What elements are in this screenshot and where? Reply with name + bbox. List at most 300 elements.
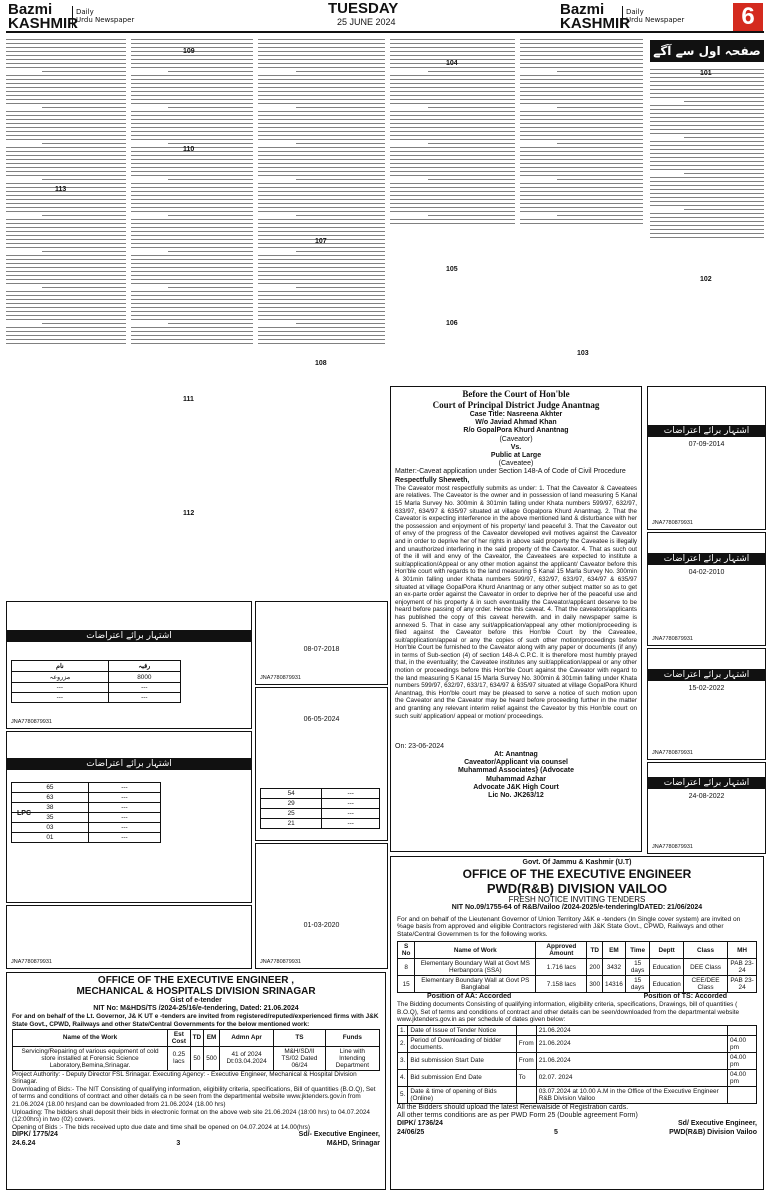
text-line: [520, 79, 643, 80]
text-line: [684, 101, 764, 102]
table-cell: 63: [12, 793, 89, 803]
mh-dipk-mid: 3: [176, 1139, 181, 1147]
text-line: [258, 267, 385, 268]
text-line: [520, 95, 643, 96]
pwd-intro: For and on behalf of the Lieutenant Governor of Union Territory J&K e -tenders (In Single cover system) are invited on %age basis from approved and eligible Contractors registered with J&K State Govt., CPWD, Railways and other State/Central Governmen ts for the following works.: [397, 915, 741, 939]
text-line: [390, 191, 515, 192]
text-line: [520, 199, 643, 200]
text-line: [6, 75, 126, 76]
table-cell: 01: [12, 833, 89, 843]
text-line: [6, 87, 126, 88]
text-line: [131, 63, 253, 64]
text-line: [390, 159, 515, 160]
pwd-govt: Govt. Of Jammu & Kashmir (U.T): [522, 859, 632, 866]
text-line: [6, 139, 126, 140]
text-line: [131, 315, 253, 316]
text-line: [557, 71, 643, 72]
text-line: [520, 99, 643, 100]
text-line: [131, 43, 253, 44]
text-line: [131, 55, 253, 56]
mh-srinagar-tender: [6, 972, 386, 1190]
text-line: [258, 327, 385, 328]
text-line: [258, 99, 385, 100]
table-cell: 21.06.2024: [536, 1035, 727, 1052]
table-row: [398, 1025, 757, 1035]
text-line: [390, 171, 515, 172]
text-line: [6, 319, 126, 320]
article-number-105: 105: [446, 266, 458, 273]
text-line: [258, 335, 385, 336]
table-cell: ---: [322, 799, 380, 809]
text-line: [258, 39, 385, 40]
text-line: [650, 117, 764, 118]
text-line: [6, 83, 126, 84]
text-line: [520, 47, 643, 48]
text-line: [168, 179, 253, 180]
table-cell: 14316: [603, 976, 626, 993]
text-line: [650, 185, 764, 186]
text-line: [520, 111, 643, 112]
article-number-112: 112: [183, 510, 195, 517]
left-masthead: [8, 3, 78, 31]
text-line: [131, 167, 253, 168]
text-line: [6, 327, 126, 328]
text-line: [428, 107, 516, 108]
table-cell: 04.00 pm: [728, 1069, 757, 1086]
text-line: [520, 171, 643, 172]
table-cell: [728, 1086, 757, 1103]
text-line: [520, 119, 643, 120]
text-line: [428, 179, 516, 180]
text-line: [650, 89, 764, 90]
table-cell: Bid submission End Date: [408, 1069, 516, 1086]
text-line: [258, 211, 385, 212]
text-line: [520, 207, 643, 208]
text-line: [168, 251, 253, 252]
urdu-notice-r3: [647, 648, 766, 760]
table-header-cell: Class: [683, 942, 727, 959]
text-line: [390, 55, 515, 56]
pwd-sig-2: PWD(R&B) Division Vailoo: [669, 1128, 757, 1136]
text-line: [131, 319, 253, 320]
table-header-cell: Name of the Work: [13, 1029, 168, 1046]
article-number-101: 101: [700, 70, 712, 77]
text-line: [650, 141, 764, 142]
right-masthead: [560, 3, 630, 31]
text-line: [131, 239, 253, 240]
table-cell: PAB 23-24: [728, 976, 757, 993]
case-sign-3: Muhammad Azhar: [485, 775, 547, 783]
text-line: [428, 71, 516, 72]
left-separator: [72, 6, 73, 28]
table-cell: ---: [322, 789, 380, 799]
text-line: [390, 135, 515, 136]
text-line: [650, 105, 764, 106]
text-line: [296, 287, 385, 288]
table-row: [261, 809, 380, 819]
urdu-date: 08-07-2018: [303, 646, 340, 653]
text-line: [650, 193, 764, 194]
text-line: [258, 55, 385, 56]
case-vs: Vs.: [510, 443, 522, 451]
text-line: [6, 195, 126, 196]
text-line: [258, 75, 385, 76]
table-cell: 1.716 lacs: [536, 959, 587, 976]
text-line: [258, 295, 385, 296]
text-line: [131, 311, 253, 312]
text-line: [258, 67, 385, 68]
text-line: [258, 59, 385, 60]
text-line: [131, 159, 253, 160]
text-line: [258, 331, 385, 332]
text-line: [168, 323, 253, 324]
front-page-continued-banner: صفحہ اول سے آگے: [650, 40, 764, 62]
text-line: [520, 123, 643, 124]
text-line: [131, 163, 253, 164]
urdu-notice-l2: [6, 731, 252, 903]
text-line: [650, 93, 764, 94]
text-line: [6, 299, 126, 300]
text-line: [390, 187, 515, 188]
table-row: [12, 693, 181, 703]
pwd-division: PWD(R&B) DIVISION VAILOO: [486, 881, 668, 897]
mh-division: MECHANICAL & HOSPITALS DIVISION SRINAGAR: [76, 986, 316, 997]
urdu-date: 15-02-2022: [688, 685, 725, 692]
text-line: [6, 39, 126, 40]
text-line: [258, 171, 385, 172]
text-line: [650, 113, 764, 114]
text-line: [6, 243, 126, 244]
pwd-dates-table: [397, 1025, 757, 1104]
text-line: [520, 67, 643, 68]
table-header-cell: TS: [274, 1029, 325, 1046]
text-line: [258, 263, 385, 264]
text-line: [684, 137, 764, 138]
case-ro: R/o GopalPora Khurd Anantnag: [463, 427, 569, 435]
text-line: [258, 135, 385, 136]
text-column-5: [520, 36, 643, 381]
table-cell: M&H/SD/II TS/02 Dated 06/24: [274, 1046, 325, 1070]
text-line: [557, 215, 643, 216]
table-row: [398, 1035, 757, 1052]
table-cell: ---: [108, 693, 180, 703]
table-row: [12, 672, 181, 683]
text-line: [390, 167, 515, 168]
text-line: [258, 339, 385, 340]
text-line: [6, 175, 126, 176]
ad-code: JNA7780879931: [11, 718, 52, 725]
mh-sig-1: Sd/- Executive Engineer,: [298, 1131, 380, 1139]
text-line: [6, 239, 126, 240]
ad-code: JNA7780879931: [652, 749, 693, 756]
text-line: [258, 131, 385, 132]
text-line: [6, 171, 126, 172]
text-line: [520, 139, 643, 140]
court-title-1: Before the Court of Hon'ble: [462, 389, 570, 399]
text-line: [258, 307, 385, 308]
text-line: [650, 229, 764, 230]
text-line: [131, 283, 253, 284]
table-cell: [728, 1025, 757, 1035]
table-cell: CEE/DEE Class: [683, 976, 727, 993]
text-line: [296, 179, 385, 180]
text-line: [258, 231, 385, 232]
text-line: [390, 119, 515, 120]
text-line: [6, 211, 126, 212]
text-line: [131, 139, 253, 140]
text-line: [650, 237, 764, 238]
table-cell: 35: [12, 813, 89, 823]
text-line: [428, 143, 516, 144]
text-line: [296, 71, 385, 72]
text-line: [6, 331, 126, 332]
text-line: [6, 263, 126, 264]
text-line: [296, 323, 385, 324]
table-cell: 15 days: [625, 976, 650, 993]
table-row: [398, 1086, 757, 1103]
text-line: [131, 67, 253, 68]
text-line: [131, 83, 253, 84]
pwd-dipk-mid: 5: [554, 1128, 558, 1136]
text-column-4: [390, 36, 515, 381]
page-number: 6: [733, 3, 763, 31]
text-line: [131, 99, 253, 100]
text-line: [258, 151, 385, 152]
table-cell: 54: [261, 789, 322, 799]
table-row: [261, 789, 380, 799]
pwd-sig-1: Sd/ Executive Engineer,: [678, 1120, 757, 1128]
lpc-label: LPC: [17, 810, 31, 817]
table-row: [398, 1052, 757, 1069]
text-line: [6, 203, 126, 204]
text-line: [258, 111, 385, 112]
text-line: [131, 259, 253, 260]
text-line: [557, 143, 643, 144]
text-line: [131, 295, 253, 296]
text-line: [390, 47, 515, 48]
text-line: [684, 173, 764, 174]
text-line: [390, 83, 515, 84]
text-line: [390, 115, 515, 116]
text-line: [6, 295, 126, 296]
text-line: [131, 95, 253, 96]
text-line: [6, 51, 126, 52]
right-sub-urdu: Urdu Newspaper: [626, 16, 685, 24]
text-line: [650, 225, 764, 226]
article-number-108: 108: [315, 360, 327, 367]
text-line: [131, 171, 253, 172]
case-sign-2: Muhammad Associates} (Advocate: [457, 767, 575, 775]
left-sub-daily: Daily: [76, 8, 94, 16]
text-line: [6, 303, 126, 304]
article-number-103: 103: [577, 350, 589, 357]
urdu-date: 04-02-2010: [688, 569, 725, 576]
table-header-cell: EM: [603, 942, 626, 959]
text-line: [6, 199, 126, 200]
table-cell: ---: [108, 683, 180, 693]
pwd-dipk-date: 24/06/25: [397, 1128, 425, 1136]
text-line: [6, 59, 126, 60]
text-line: [131, 183, 253, 184]
text-line: [6, 119, 126, 120]
mh-deputy: Project Authority: - Deputy Director FSL Srinagar. Executing Agency: - Executive Engineer, Mechanical & Hospital Division Srinagar.: [12, 1070, 357, 1086]
text-line: [131, 203, 253, 204]
text-line: [6, 235, 126, 236]
table-header-cell: Admn Apr: [219, 1029, 273, 1046]
text-line: [520, 147, 643, 148]
table-cell: 8: [398, 959, 415, 976]
text-line: [131, 115, 253, 116]
text-line: [6, 95, 126, 96]
case-body: The Caveator most respectfully submits as under: 1. That the Caveator & Caveatees are relatives. The Caveator is the owner and in possession of land measuring 5 Kanal 15 Marla Survey No. 300min & 301min falling under Khata numbers 599/97, 632/97, 633/97, 634/97 & 635/97 situated at village Gopalpora Khurd Anantnag. 2. That the Caveator is expecting interference in the above mentioned land & disturbance with her the possession and enjoyment of his property/ land peaceful 3. That the Caveator out of envy of the progress of the Caveator developed evil motives against the Caveator and in order to deprive her of her rights in above said property the Caveatee is illegally and unauthorized interfering in the said property of the Caveator. 4. That as such out of the ill will and envy of the Caveator, the Caveatees are expected to institute a suit/application/Appeal or any other motion against the applicant/ Caveator before this Hon'ble court with regards to the land measuring 5 Kanal 15 Marla Survey No. 300min & 301min falling under Khata numbers 599/97, 632/97, 633/97, 634/97 & 635/97 situated at village GopalPora Khurd Anantnag or any other subject matter so as to get an ex-parte order against the Caveator in order to deprive her of the peaceful use and enjoyment of his property & in such eventuality the Caveator/applicant deserve to be heard before passing of any order. Hence this caveat. 4. That the caveators/applicants has published the copy of this caveat herewith. and in daily newspaper same is annexed 5. That in case any suit/application/appeal any other motion/proceeding is filed against the Caveator before this Hon'ble Court by the Caveatee, suit/application/appeal or any the copies of such other motion/proceedings before Hon'ble Court be furnished to the Caveator along with any paper or documents (if any) in terms of Sub-section (4) of section 148-A C.P.C. It is therefore most humbly prayed that, in the eventuality; the Caveatee institutes any suit/application/appeal or any other motion or proceedings before this Hon'ble Court against the Caveator with regard to the land measuring 5 Kanal 15 Marla Survey No. 300min & 301min falling under Khata numbers 599/97, 632/97, 633/17, 634/97 & 635/97 situated at village GopalPora Khurd Anantnag, this Hon'ble court may be pleased to serve a notice of such motion upon the Caveator and the Caveator may be heard before proceeding further in the matter and granting any relevant interim relief against the Caveator by this Hon'ble court on such suit/ application/ appeal or motion/ proceedings.: [395, 484, 637, 720]
urdu-notice-l1: [6, 601, 252, 729]
text-line: [6, 135, 126, 136]
text-line: [390, 99, 515, 100]
urdu-date: 24-08-2022: [688, 793, 725, 800]
text-line: [390, 39, 515, 40]
table-cell: 4.: [398, 1069, 408, 1086]
left-brand: Bazmi: [8, 1, 53, 18]
mh-intro: For and on behalf of the Lt. Governor, J& K UT e -tenders are invited from registered/reputed/experienced firms with J&K State Govt., CPWD, Railways and other State/Central Governments for the below mentioned work:: [12, 1013, 379, 1028]
text-line: [650, 201, 764, 202]
text-line: [131, 59, 253, 60]
text-line: [258, 167, 385, 168]
text-line: [390, 87, 515, 88]
text-line: [258, 175, 385, 176]
text-line: [296, 215, 385, 216]
table-cell: 03: [12, 823, 89, 833]
text-line: [390, 131, 515, 132]
left-subtitle: [76, 8, 134, 24]
text-line: [520, 159, 643, 160]
text-line: [650, 221, 764, 222]
text-line: [6, 127, 126, 128]
text-line: [258, 259, 385, 260]
text-line: [390, 203, 515, 204]
text-line: [258, 63, 385, 64]
text-line: [6, 343, 126, 344]
text-line: [390, 199, 515, 200]
text-line: [6, 99, 126, 100]
urdu-notice-heading: اشتہار برائے اعتراضات: [648, 777, 765, 789]
text-line: [520, 87, 643, 88]
ad-code: JNA7780879931: [260, 674, 301, 681]
left-brand-2: KASHMIR: [8, 15, 78, 32]
text-line: [6, 115, 126, 116]
table-header-cell: MH: [728, 942, 757, 959]
case-matter: Matter:-Caveat application under Section 148-A of Code of Civil Procedure: [395, 468, 626, 476]
text-line: [390, 75, 515, 76]
table-cell: ---: [88, 823, 160, 833]
table-cell: [516, 1025, 536, 1035]
text-line: [520, 167, 643, 168]
text-line: [131, 123, 253, 124]
urdu-notice-heading: اشتہار برائے اعتراضات: [648, 425, 765, 437]
table-cell: To: [516, 1069, 536, 1086]
text-line: [131, 207, 253, 208]
text-line: [6, 219, 126, 220]
text-line: [390, 111, 515, 112]
text-line: [390, 127, 515, 128]
table-cell: 38: [12, 803, 89, 813]
table-cell: ---: [12, 693, 109, 703]
text-line: [650, 161, 764, 162]
text-line: [258, 51, 385, 52]
text-line: [390, 219, 515, 220]
table-cell: ---: [88, 833, 160, 843]
text-line: [258, 271, 385, 272]
text-line: [131, 195, 253, 196]
table-header-cell: Est Cost: [168, 1029, 191, 1046]
text-line: [520, 187, 643, 188]
text-line: [520, 51, 643, 52]
text-line: [520, 39, 643, 40]
text-line: [520, 155, 643, 156]
text-line: [650, 213, 764, 214]
case-public: Public at Large: [490, 452, 542, 460]
text-line: [520, 219, 643, 220]
text-line: [6, 155, 126, 156]
header-date: 25 JUNE 2024: [337, 17, 396, 27]
urdu-notice-heading: اشتہار برائے اعتراضات: [648, 669, 765, 681]
text-line: [520, 131, 643, 132]
text-line: [42, 71, 126, 72]
text-line: [258, 219, 385, 220]
text-line: [258, 91, 385, 92]
table-cell: 3432: [603, 959, 626, 976]
text-line: [131, 263, 253, 264]
text-line: [168, 287, 253, 288]
left-sub-urdu: Urdu Newspaper: [76, 16, 135, 24]
mh-downloading: Downloading of Bids:- The NIT Consisting of qualifying information, eligibility criteria, specifications, Bill of quantities (B.O.Q), Set of terms and conditions of contract and other details ca n be seen from the departmental website www.jktenders.gov.in from 21.06.2024 (18.00 hrs)and can be downloaded from 21.06.2024 (18.00 hrs): [12, 1085, 376, 1108]
table-cell: 21.06.2024: [536, 1052, 727, 1069]
mh-uploading: Uploading: The bidders shall deposit their bids in electronic format on the above web site 21.06.2024 (18:00 hrs) to 04.07.2024 (12:00hrs) in two (02) covers.: [12, 1108, 370, 1124]
text-line: [42, 215, 126, 216]
text-line: [258, 95, 385, 96]
pwd-fresh: FRESH NOTICE INVITING TENDERS: [508, 895, 646, 905]
text-line: [520, 75, 643, 76]
court-title-2: Court of Principal District Judge Anantnag: [432, 400, 600, 410]
table-header-cell: TD: [587, 942, 603, 959]
table-cell: 15: [398, 976, 415, 993]
text-line: [390, 207, 515, 208]
text-line: [650, 81, 764, 82]
text-line: [6, 207, 126, 208]
article-number-111: 111: [183, 396, 194, 403]
text-line: [650, 205, 764, 206]
table-cell: 200: [587, 959, 603, 976]
text-line: [131, 303, 253, 304]
text-line: [258, 139, 385, 140]
table-header-cell: رقبہ: [108, 661, 180, 672]
table-cell: Period of Downloading of bidder documents.: [408, 1035, 516, 1052]
land-table-2: [11, 782, 161, 843]
text-line: [390, 95, 515, 96]
text-line: [650, 121, 764, 122]
table-cell: PAB 23-24: [728, 959, 757, 976]
text-line: [6, 103, 126, 104]
text-column-6: [650, 66, 764, 381]
text-line: [131, 327, 253, 328]
text-line: [131, 291, 253, 292]
court-caveat-notice: [390, 386, 642, 852]
text-line: [650, 129, 764, 130]
land-table-3: [260, 788, 380, 829]
text-line: [650, 169, 764, 170]
text-line: [131, 335, 253, 336]
case-respect: Respectfully Sheweth,: [395, 476, 470, 484]
text-line: [6, 47, 126, 48]
